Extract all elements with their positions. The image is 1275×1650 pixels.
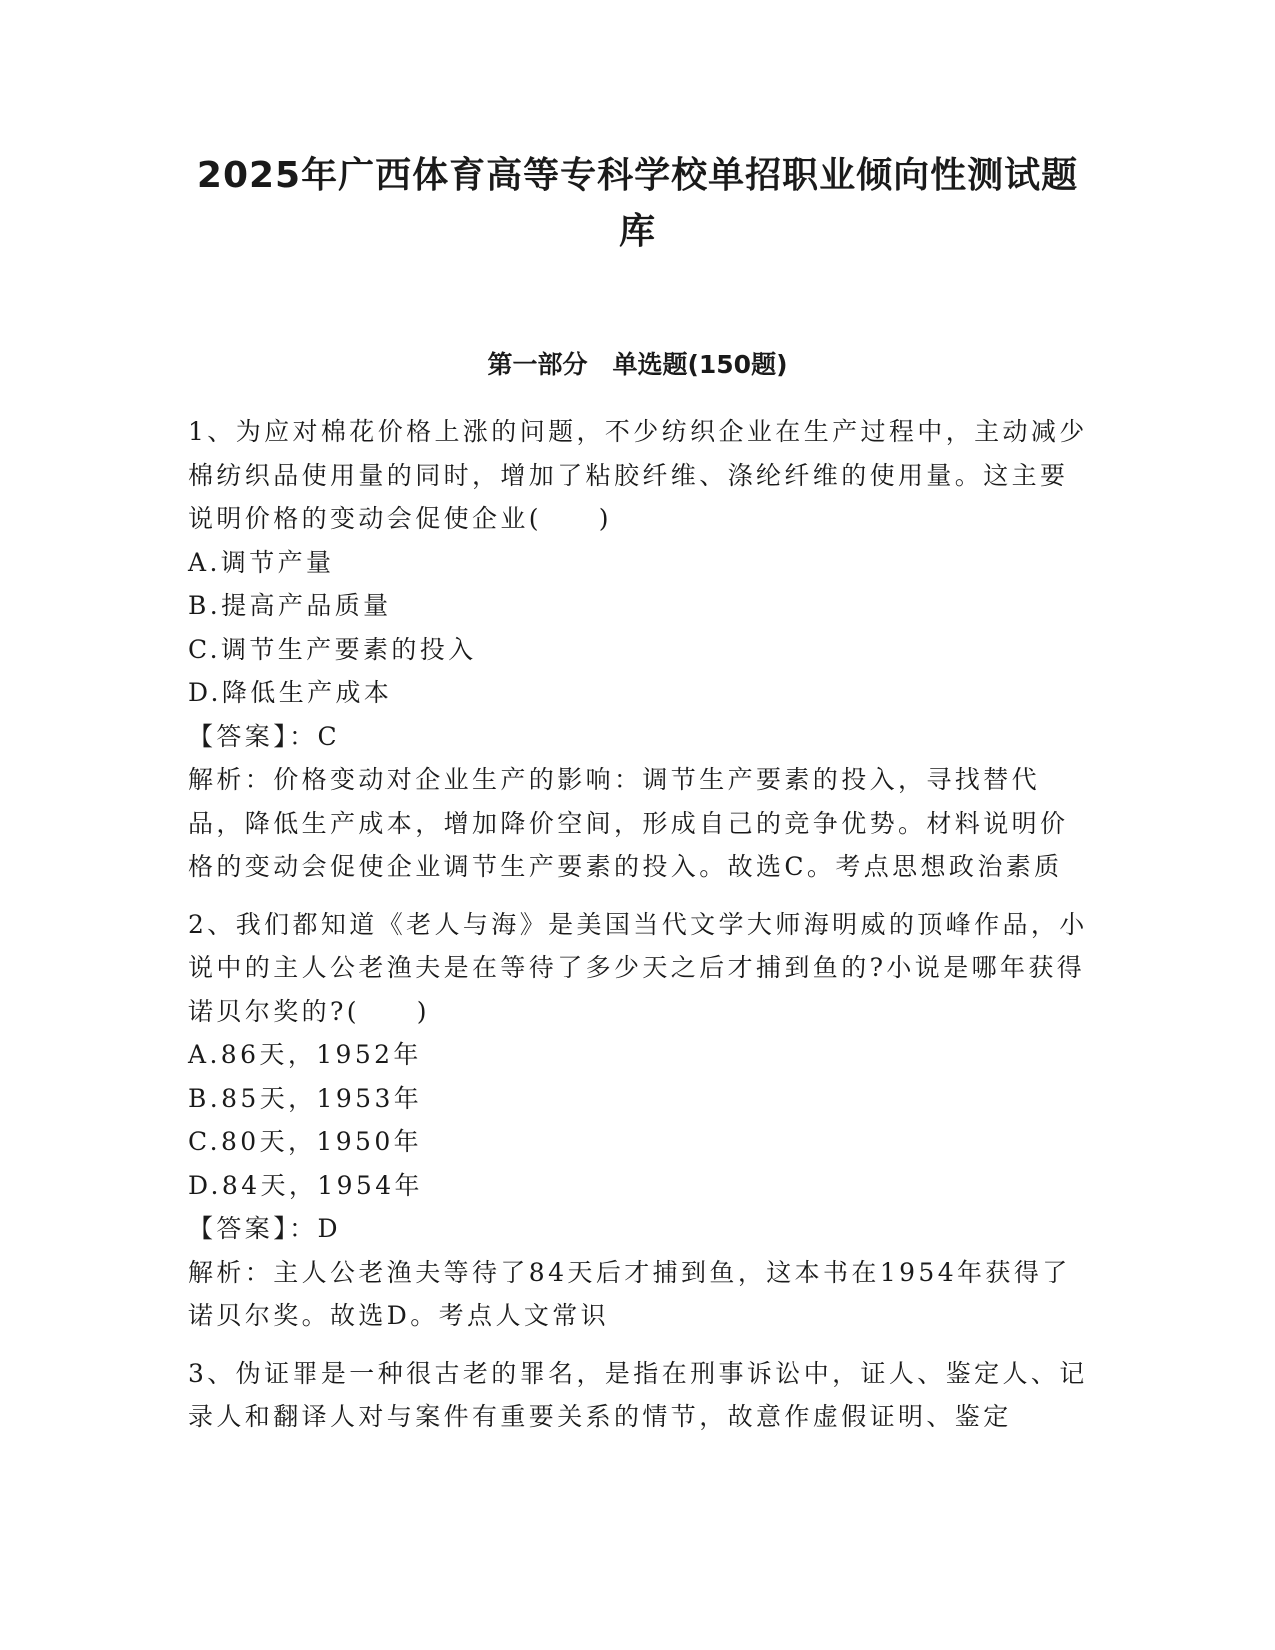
answer-value: C [317, 721, 341, 751]
answer-value: D [317, 1214, 341, 1243]
answer-line [188, 1207, 1088, 1251]
section-title: 第一部分 单选题(150题) [487, 350, 788, 379]
option-b: B.提高产品质量 [188, 591, 392, 620]
option-c: C.80天，1950年 [188, 1127, 423, 1156]
option-b: B.85天，1953年 [188, 1083, 423, 1113]
question-1 [188, 410, 1088, 889]
answer-line [188, 715, 1088, 759]
option-a: A.调节产量 [188, 547, 335, 577]
option-d: D.降低生产成本 [188, 678, 393, 707]
option-a: A.86天，1952年 [188, 1040, 422, 1069]
document-title [140, 148, 1135, 260]
question-stem: 3、伪证罪是一种很古老的罪名，是指在刑事诉讼中，证人、鉴定人、记录人和翻译人对与案件有重要关系的情节，故意作虚假证明、鉴定 [188, 1358, 1088, 1431]
option-d: D.84天，1954年 [188, 1170, 423, 1200]
analysis-text: 解析：主人公老渔夫等待了84天后才捕到鱼，这本书在1954年获得了诺贝尔奖。故选D。考点人文常识 [188, 1257, 1071, 1330]
option-c: C.调节生产要素的投入 [188, 634, 477, 664]
answer-label: 【答案】： [188, 1214, 318, 1243]
document-title-line-2: 库 [618, 211, 656, 252]
question-list [188, 410, 1088, 1453]
question-3 [188, 1352, 1088, 1439]
question-2 [188, 903, 1088, 1338]
analysis-text: 解析：价格变动对企业生产的影响：调节生产要素的投入，寻找替代品，降低生产成本，增加降价空间，形成自己的竞争优势。材料说明价格的变动会促使企业调节生产要素的投入。故选C。考点思想政治素质 [188, 765, 1069, 881]
question-stem: 1、为应对棉花价格上涨的问题，不少纺织企业在生产过程中，主动减少棉纺织品使用量的同时，增加了粘胶纤维、涤纶纤维的使用量。这主要说明价格的变动会促使企业( ) [188, 417, 1088, 533]
answer-label: 【答案】： [188, 721, 318, 751]
question-stem: 2、我们都知道《老人与海》是美国当代文学大师海明威的顶峰作品，小说中的主人公老渔夫是在等待了多少天之后才捕到鱼的?小说是哪年获得诺贝尔奖的?( ) [188, 909, 1088, 1026]
document-title-line-1: 2025年广西体育高等专科学校单招职业倾向性测试题 [196, 155, 1079, 196]
